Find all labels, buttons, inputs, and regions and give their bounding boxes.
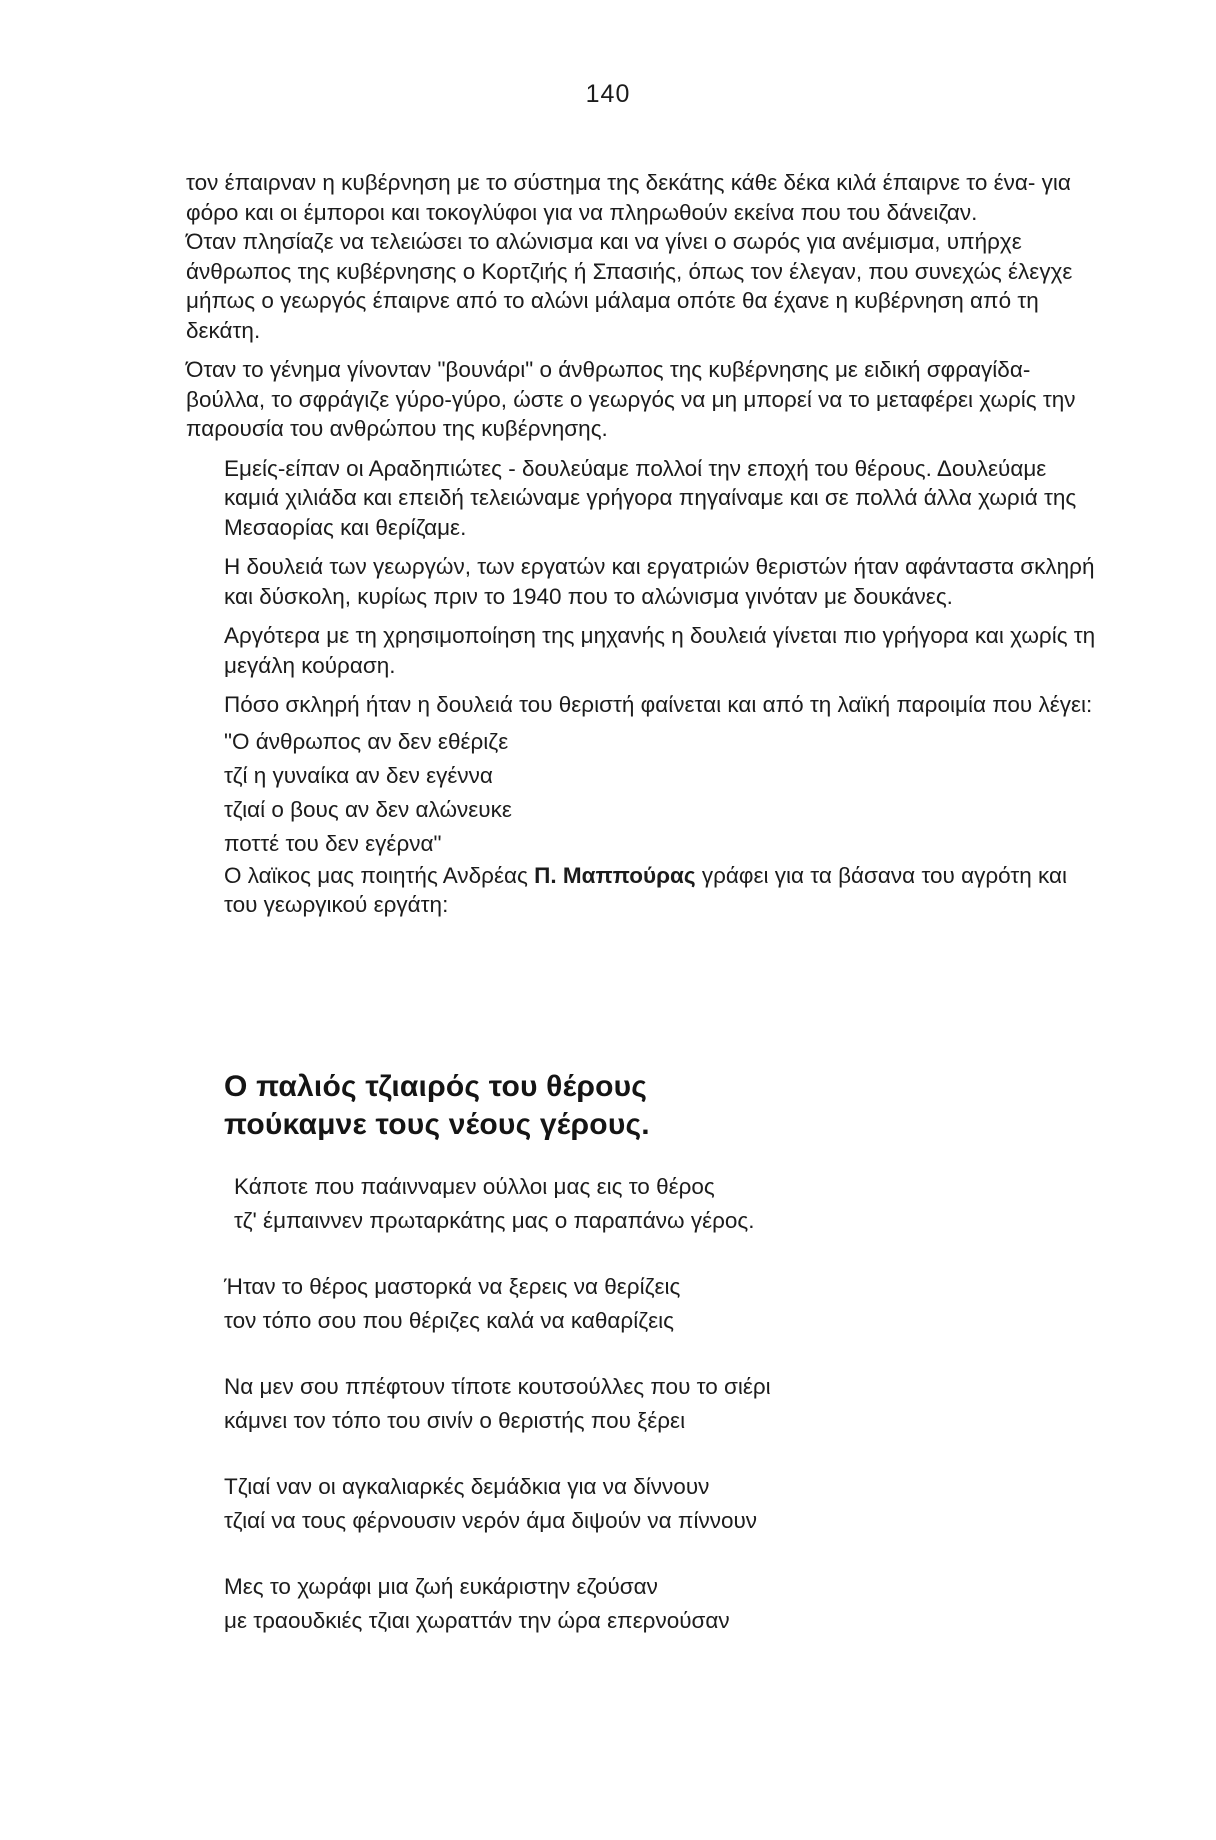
- prose-section: [186, 168, 1104, 920]
- poem-stanza: [224, 1270, 1044, 1338]
- proverb-line: τζί η γυναίκα αν δεν εγέννα: [224, 762, 493, 788]
- proverb-line: ποττέ του δεν εγέρνα": [224, 830, 442, 856]
- paragraph-threshing-inspector: Όταν πλησίαζε να τελειώσει το αλώνισμα και να γίνει ο σωρός για ανέμισμα, υπήρχε άνθρωπος της κυβέρνησης ο Κορτζιής ή Σπασιής, όπως τον έλεγαν, που συνεχώς έλεγχε μήπως ο γεωργός έπαιρνε από το αλώνι μάλαμα οπότε θα έχανε η κυβέρνηση από τη δεκάτη.: [186, 229, 1073, 343]
- poem-line: τον τόπο σου που θέριζες καλά να καθαρίζεις: [224, 1308, 675, 1333]
- paragraph-machines: Αργότερα με τη χρησιμοποίηση της μηχανής η δουλειά γίνεται πιο γρήγορα και χωρίς τη μεγάλη κούραση.: [224, 623, 1096, 678]
- paragraph-proverb-intro: Πόσο σκληρή ήταν η δουλειά του θεριστή φαίνεται και από τη λαϊκή παροιμία που λέγει:: [224, 692, 1093, 717]
- poem-title: [224, 1068, 1024, 1144]
- folk-proverb: [186, 725, 1104, 861]
- poem-line: Μες το χωράφι μια ζωή ευκάριστην εζούσαν: [224, 1574, 658, 1599]
- poem-title-line: Ο παλιός τζιαιρός του θέρους: [224, 1070, 648, 1103]
- paragraph-poet-intro: [186, 861, 1104, 920]
- poem-line: Τζιαί ναν οι αγκαλιαρκές δεμάδκια για να δίννουν: [224, 1474, 710, 1499]
- paragraph-aradippou-workers: Εμείς-είπαν οι Αραδηπιώτες - δουλεύαμε πολλοί την εποχή του θέρους. Δουλεύαμε καμιά χιλιάδα και επειδή τελειώναμε γρήγορα πηγαίναμε και σε πολλά άλλα χωριά της Μεσαορίας και θερίζαμε.: [224, 455, 1077, 540]
- poem-stanza: [224, 1370, 1044, 1438]
- poet-intro-rest: γράφει για τα βάσανα του αγρότη και του γεωργικού εργάτη:: [224, 862, 1067, 917]
- poem-line: κάμνει τον τόπο του σινίν ο θεριστής που ξέρει: [224, 1408, 686, 1433]
- poem-stanza: [224, 1170, 1044, 1238]
- poem-line: τζ' έμπαιννεν πρωταρκάτης μας ο παραπάνω γέρος.: [234, 1208, 755, 1233]
- proverb-line: τζιαί ο βους αν δεν αλώνευκε: [224, 796, 512, 822]
- poem-line: Να μεν σου ππέφτουν τίποτε κουτσούλλες που το σιέρι: [224, 1374, 771, 1399]
- paragraph-hard-work: Η δουλειά των γεωργών, των εργατών και εργατριών θεριστών ήταν αφάνταστα σκληρή και δύσκολη, κυρίως πριν το 1940 που το αλώνισμα γινόταν με δουκάνες.: [224, 554, 1095, 609]
- poem-line: Κάποτε που παάινναμεν ούλλοι μας εις το θέρος: [234, 1174, 715, 1199]
- paragraph-taxation: τον έπαιρναν η κυβέρνηση με το σύστημα της δεκάτης κάθε δέκα κιλά έπαιρνε το ένα- για φόρο και οι έμποροι και τοκογλύφοι για να πληρωθούν εκείνα που του δάνειζαν.: [186, 170, 1071, 225]
- page-number: 140: [585, 80, 631, 108]
- proverb-line: "Ο άνθρωπος αν δεν εθέριζε: [224, 728, 509, 754]
- poem-line: με τραουδκιές τζιαι χωραττάν την ώρα επερνούσαν: [224, 1608, 730, 1633]
- poem-stanza: [224, 1470, 1044, 1538]
- paragraph-seal: Όταν το γένημα γίνονταν "βουνάρι" ο άνθρωπος της κυβέρνησης με ειδική σφραγίδα-βούλλα, το σφράγιζε γύρο-γύρο, ώστε ο γεωργός να μη μπορεί να το μεταφέρει χωρίς την παρουσία του ανθρώπου της κυβέρνησης.: [186, 357, 1076, 441]
- poem-body: [224, 1170, 1044, 1670]
- poem-title-line: πούκαμνε τους νέους γέρους.: [224, 1108, 650, 1141]
- poem-stanza: [224, 1570, 1044, 1638]
- poem-line: τζιαί να τους φέρνουσιν νερόν άμα διψούν να πίννουν: [224, 1508, 758, 1533]
- poet-intro-text: Ο λαϊκος μας ποιητής Ανδρέας: [224, 862, 535, 888]
- poet-name: Π. Μαππούρας: [534, 862, 696, 888]
- poem-line: Ήταν το θέρος μαστορκά να ξερεις να θερίζεις: [224, 1274, 681, 1299]
